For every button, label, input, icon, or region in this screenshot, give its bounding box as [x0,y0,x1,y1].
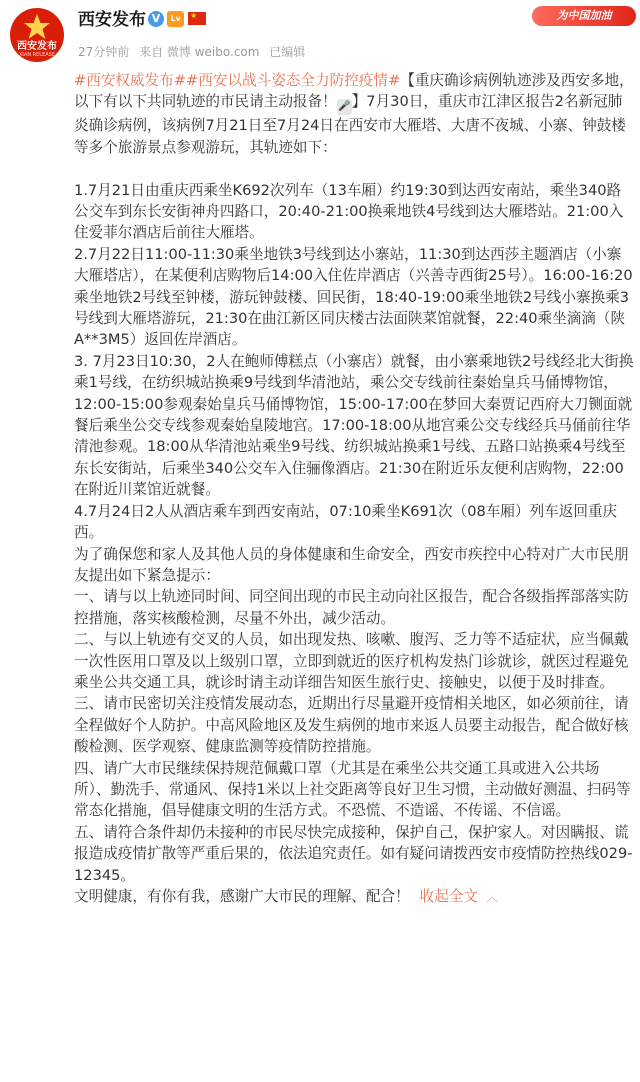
closing-text: 文明健康，有你有我，感谢广大市民的理解、配合！ [74,888,410,906]
paragraph: 一、请与以上轨迹同时间、同空间出现的市民主动向社区报告，配合各级指挥部落实防控措施，落实核酸检测，尽量不外出，减少活动。 [74,588,629,627]
account-avatar[interactable] [10,8,64,62]
spacer [74,158,634,179]
voice-icon: 🎤 [337,99,352,115]
paragraph: 2.7月22日11:00-11:30乘坐地铁3号线到达小寨站，11:30到达西莎主题酒店（小寨大雁塔店），在某便利店购物后14:00入住佐岸酒店（兴善寺西街25号）。16:00-16:20乘坐地铁2号线至钟楼，游玩钟鼓楼、回民街，18:40-19:00乘坐地铁2号线小寨换乘3号线到大雁塔游玩，21:30在曲江新区同庆楼古法面陕菜馆就餐，22:40乘坐滴滴（陕A**3M5）返回佐岸酒店。 [74,245,633,349]
paragraph: 1.7月21日由重庆西乘坐K692次列车（13车厢）约19:30到达西安南站，乘坐340路公交车到东长安街神舟四路口，20:40-21:00换乘地铁4号线到达大雁塔站。21:00入住爱菲尔酒店后前往大雁塔。 [74,181,624,242]
post-header [0,0,640,68]
verified-icon: V [148,11,164,27]
post-headline: 【重庆确诊病例轨迹涉及西安多地，以下有以下共同轨迹的市民请主动报备！ [74,72,634,111]
paragraph: 3. 7月23日10:30，2人在鲍师傅糕点（小寨店）就餐，由小寨乘地铁2号线经北大街换乘1号线，在纺织城站换乘9号线到华清池站，乘公交专线前往秦始皇兵马俑博物馆，12:00-15:00参观秦始皇兵马俑博物馆，15:00-17:00在梦回大秦贾记西府大刀铡面就餐后乘坐公交专线参观秦始皇陵地宫。17:00-18:00从地宫乘公交专线经兵马俑前往华清池参观。18:00从华清池站乘坐9号线、纺织城站换乘1号线、五路口站换乘4号线至东长安街站，后乘坐340公交车入住骊像酒店。21:30在附近乐友便利店购物，22:00在附近川菜馆近就餐。 [74,352,634,499]
post-time[interactable]: 27分钟前 [78,45,130,59]
post-intro-paragraph [74,70,634,158]
chevron-up-icon[interactable]: ︿ [486,890,499,905]
paragraph: 为了确保您和家人及其他人员的身体健康和生命安全，西安市疾控中心特对广大市民朋友提出如下紧急提示： [74,545,629,584]
post-body [74,70,634,908]
edited-label[interactable]: 已编辑 [269,45,306,59]
paragraph: 五、请符合条件却仍未接种的市民尽快完成接种，保护自己，保护家人。对因瞒报、谎报造成疫情扩散等严重后果的，依法追究责任。如有疑问请拨西安市疫情防控热线029-12345。 [74,823,633,884]
china-flag-icon [188,12,206,25]
post-meta [78,44,311,60]
level-badge-icon: Lv [167,11,184,27]
flag-star-icon: ★ [190,11,198,20]
post-intro: 】7月30日，重庆市江津区报告2名新冠肺炎确诊病例，该病例7月21日至7月24日在西安市大雁塔、大唐不夜城、小寨、钟鼓楼等多个旅游景点参观游玩，其轨迹如下： [74,93,626,156]
corner-banner: 为中国加油 [532,6,636,26]
account-name[interactable]: 西安发布 [78,10,146,30]
hashtag-link[interactable]: #西安权威发布# [74,72,187,89]
avatar-subtitle: XIAN RELEASE [19,52,55,58]
paragraph: 四、请广大市民继续保持规范佩戴口罩（尤其是在乘坐公共交通工具或进入公共场所）、勤洗手、常通风、保持1米以上社交距离等良好卫生习惯，主动做好测温、扫码等常态化措施，倡导健康文明的生活方式。不恐慌、不造谣、不传谣、不信谣。 [74,759,631,820]
avatar-title: 西安发布 [17,41,57,52]
collapse-button[interactable]: 收起全文 [419,888,479,906]
closing-paragraph [74,886,634,908]
post-source: 来自 微博 weibo.com [139,45,260,59]
paragraph: 三、请市民密切关注疫情发展动态，近期出行尽量避开疫情相关地区，如必须前往，请全程做好个人防护。中高风险地区及发生病例的地市来返人员要主动报告，配合做好核酸检测、医学观察、健康监测等疫情防控措施。 [74,695,629,756]
hashtag-link[interactable]: #西安以战斗姿态全力防控疫情# [186,72,401,89]
paragraph: 4.7月24日2人从酒店乘车到西安南站，07:10乘坐K691次（08车厢）列车返回重庆西。 [74,502,618,542]
paragraph: 二、与以上轨迹有交叉的人员，如出现发热、咳嗽、腹泻、乏力等不适症状，应当佩戴一次性医用口罩及以上级别口罩，立即到就近的医疗机构发热门诊就诊，就医过程避免乘坐公共交通工具，就诊时请主动详细告知医生旅行史、接触史，以便于及时排查。 [74,631,629,691]
star-logo-icon [20,12,54,42]
